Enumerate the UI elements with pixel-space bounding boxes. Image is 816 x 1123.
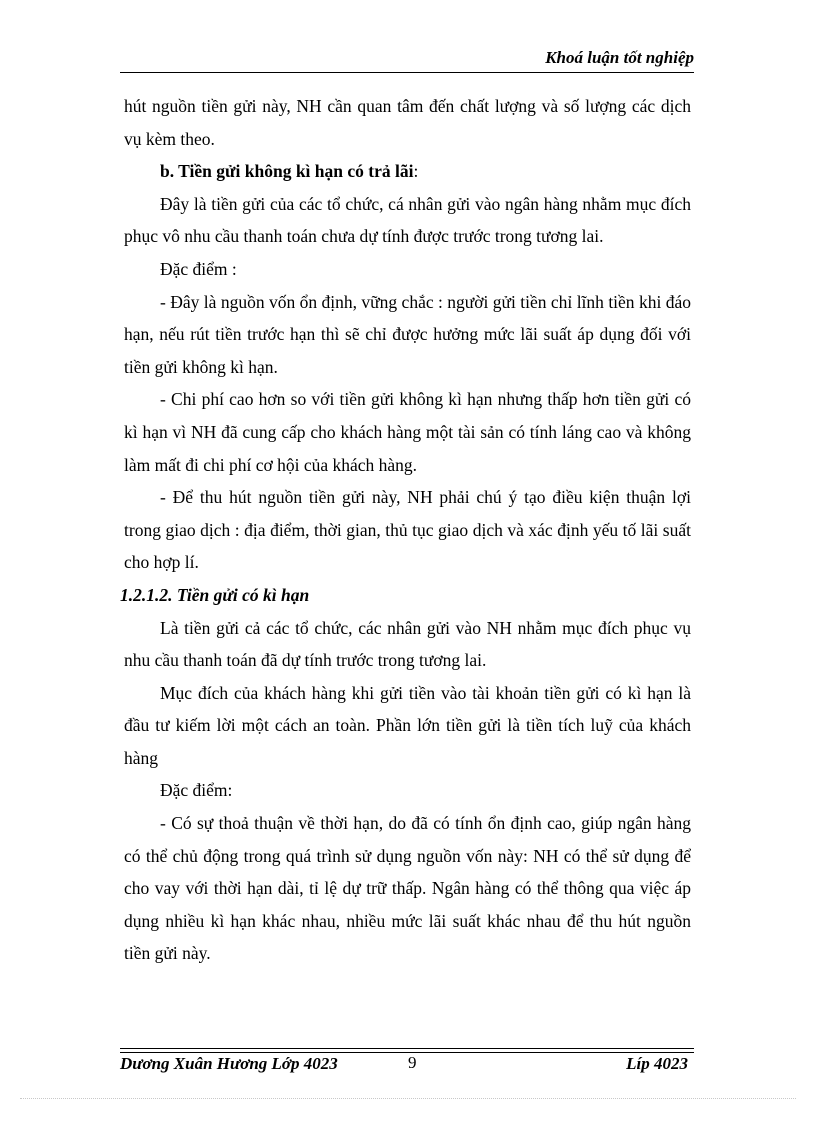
header-title: Khoá luận tốt nghiệp [545, 48, 694, 67]
paragraph: Đặc điểm: [160, 780, 233, 801]
paragraph: Mục đích của khách hàng khi gửi tiền vào tài khoản tiền gửi có kì hạn là đầu tư kiếm lời một cách an toàn. Phần lớn tiền gửi là tiền tích luỹ của khách hàng [124, 682, 691, 768]
paragraph: Là tiền gửi cả các tổ chức, các nhân gửi vào NH nhằm mục đích phục vụ nhu cầu thanh toán đã dự tính trước trong tương lai. [124, 617, 691, 671]
section-heading-1212: 1.2.1.2. Tiền gửi có kì hạn [120, 584, 310, 605]
subheading-b [124, 155, 691, 188]
paragraph: - Để thu hút nguồn tiền gửi này, NH phải chú ý tạo điều kiện thuận lợi trong giao dịch : địa điểm, thời gian, thủ tục giao dịch và xác định yếu tố lãi suất cho hợp lí. [124, 487, 691, 573]
page-number: 9 [408, 1053, 417, 1072]
footer-author: Dương Xuân Hương Lớp 4023 [120, 1054, 338, 1073]
footer-class: Líp 4023 [626, 1054, 688, 1073]
subheading-b-colon: : [413, 161, 419, 182]
page-header [120, 48, 694, 73]
footer-divider [120, 1048, 694, 1053]
page-footer [120, 1054, 694, 1078]
paragraph: Đặc điểm : [160, 258, 237, 279]
paragraph: - Đây là nguồn vốn ổn định, vững chắc : người gửi tiền chỉ lĩnh tiền khi đáo hạn, nếu rút tiền trước hạn thì sẽ chỉ được hưởng mức lãi suất áp dụng đối với tiền gửi không kì hạn. [124, 291, 691, 377]
paragraph: - Có sự thoả thuận về thời hạn, do đã có tính ổn định cao, giúp ngân hàng có thể chủ động trong quá trình sử dụng nguồn vốn này: NH có thể sử dụng để cho vay với thời hạn dài, tỉ lệ dự trữ thấp. Ngân hàng có thể thông qua việc áp dụng nhiều kì hạn khác nhau, nhiều mức lãi suất khác nhau để thu hút nguồn tiền gửi này. [124, 813, 691, 964]
page-boundary [20, 1098, 796, 1099]
paragraph: - Chi phí cao hơn so với tiền gửi không kì hạn nhưng thấp hơn tiền gửi có kì hạn vì NH đã cung cấp cho khách hàng một tài sản có tính láng cao và không làm mất đi chi phí cơ hội của khách hàng. [124, 389, 691, 475]
document-body [120, 90, 691, 970]
subheading-b-text: b. Tiền gửi không kì hạn có trả lãi [160, 161, 414, 182]
paragraph: Đây là tiền gửi của các tổ chức, cá nhân gửi vào ngân hàng nhằm mục đích phục vô nhu cầu thanh toán chưa dự tính được trước trong tương lai. [124, 193, 691, 247]
paragraph: hút nguồn tiền gửi này, NH cần quan tâm đến chất lượng và số lượng các dịch vụ kèm theo. [124, 96, 691, 149]
